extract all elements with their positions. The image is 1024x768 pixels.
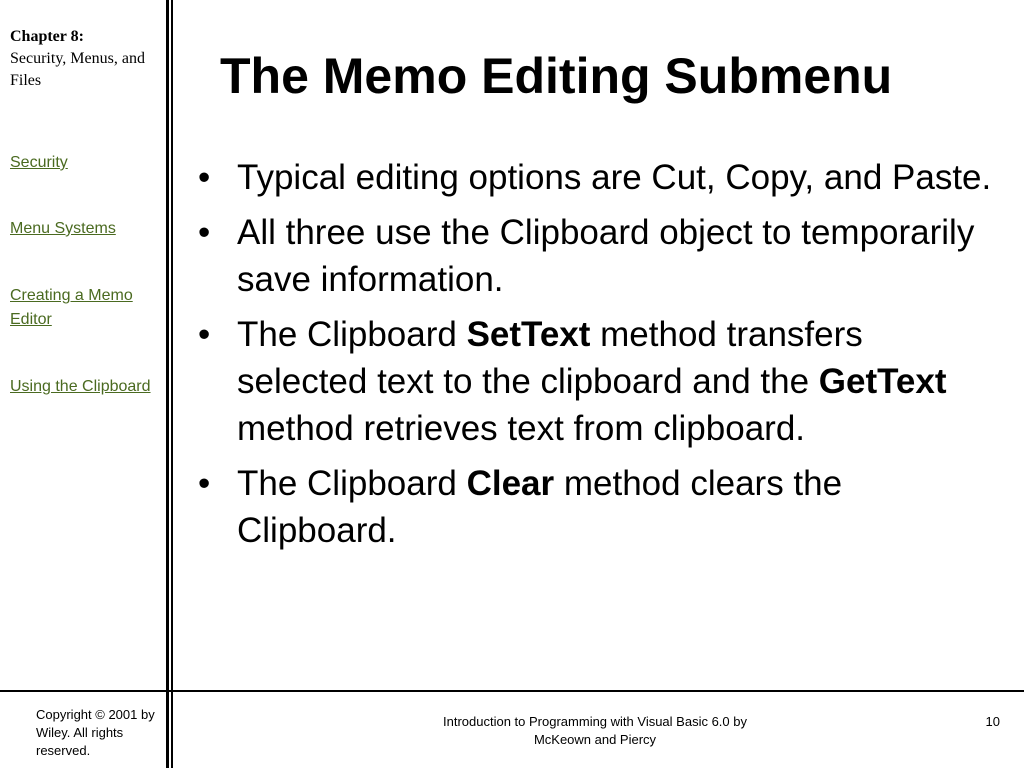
chapter-title: Security, Menus, and Files xyxy=(10,50,145,89)
page-number: 10 xyxy=(985,714,1000,729)
bold-term: SetText xyxy=(466,315,591,354)
text-run: The Clipboard xyxy=(237,315,467,354)
copyright-notice: Copyright © 2001 by Wiley. All rights reserved. xyxy=(36,707,155,758)
text-run: method retrieves text from clipboard. xyxy=(237,409,806,448)
bold-term: Clear xyxy=(466,464,555,503)
sidebar-link-creating-memo-editor[interactable]: Creating a Memo Editor xyxy=(10,287,133,328)
bullet-item xyxy=(196,209,996,303)
sidebar-divider-left xyxy=(166,0,169,768)
text-run: method transfers selected text to the clipboard and the xyxy=(237,315,863,401)
sidebar xyxy=(0,0,160,690)
bullet-item xyxy=(196,154,996,201)
text-run: The Clipboard xyxy=(237,464,467,503)
sidebar-divider-right xyxy=(171,0,173,768)
sidebar-link-security[interactable]: Security xyxy=(10,154,68,171)
bullet-item xyxy=(196,311,996,452)
sidebar-link-using-clipboard[interactable]: Using the Clipboard xyxy=(10,378,151,395)
bold-term: GetText xyxy=(818,362,947,401)
bullet-list xyxy=(196,154,996,562)
bullet-item xyxy=(196,460,996,554)
chapter-heading xyxy=(10,26,160,92)
book-reference: Introduction to Programming with Visual Basic 6.0 by McKeown and Piercy xyxy=(443,714,747,747)
sidebar-link-menu-systems[interactable]: Menu Systems xyxy=(10,220,116,237)
text-run: method clears the Clipboard. xyxy=(237,464,843,550)
footer-divider xyxy=(0,690,1024,692)
chapter-number: Chapter 8: xyxy=(10,28,84,45)
text-run: Typical editing options are Cut, Copy, and Paste. xyxy=(237,158,992,197)
slide-title: The Memo Editing Submenu xyxy=(220,48,893,104)
text-run: All three use the Clipboard object to temporarily save information. xyxy=(237,213,975,299)
